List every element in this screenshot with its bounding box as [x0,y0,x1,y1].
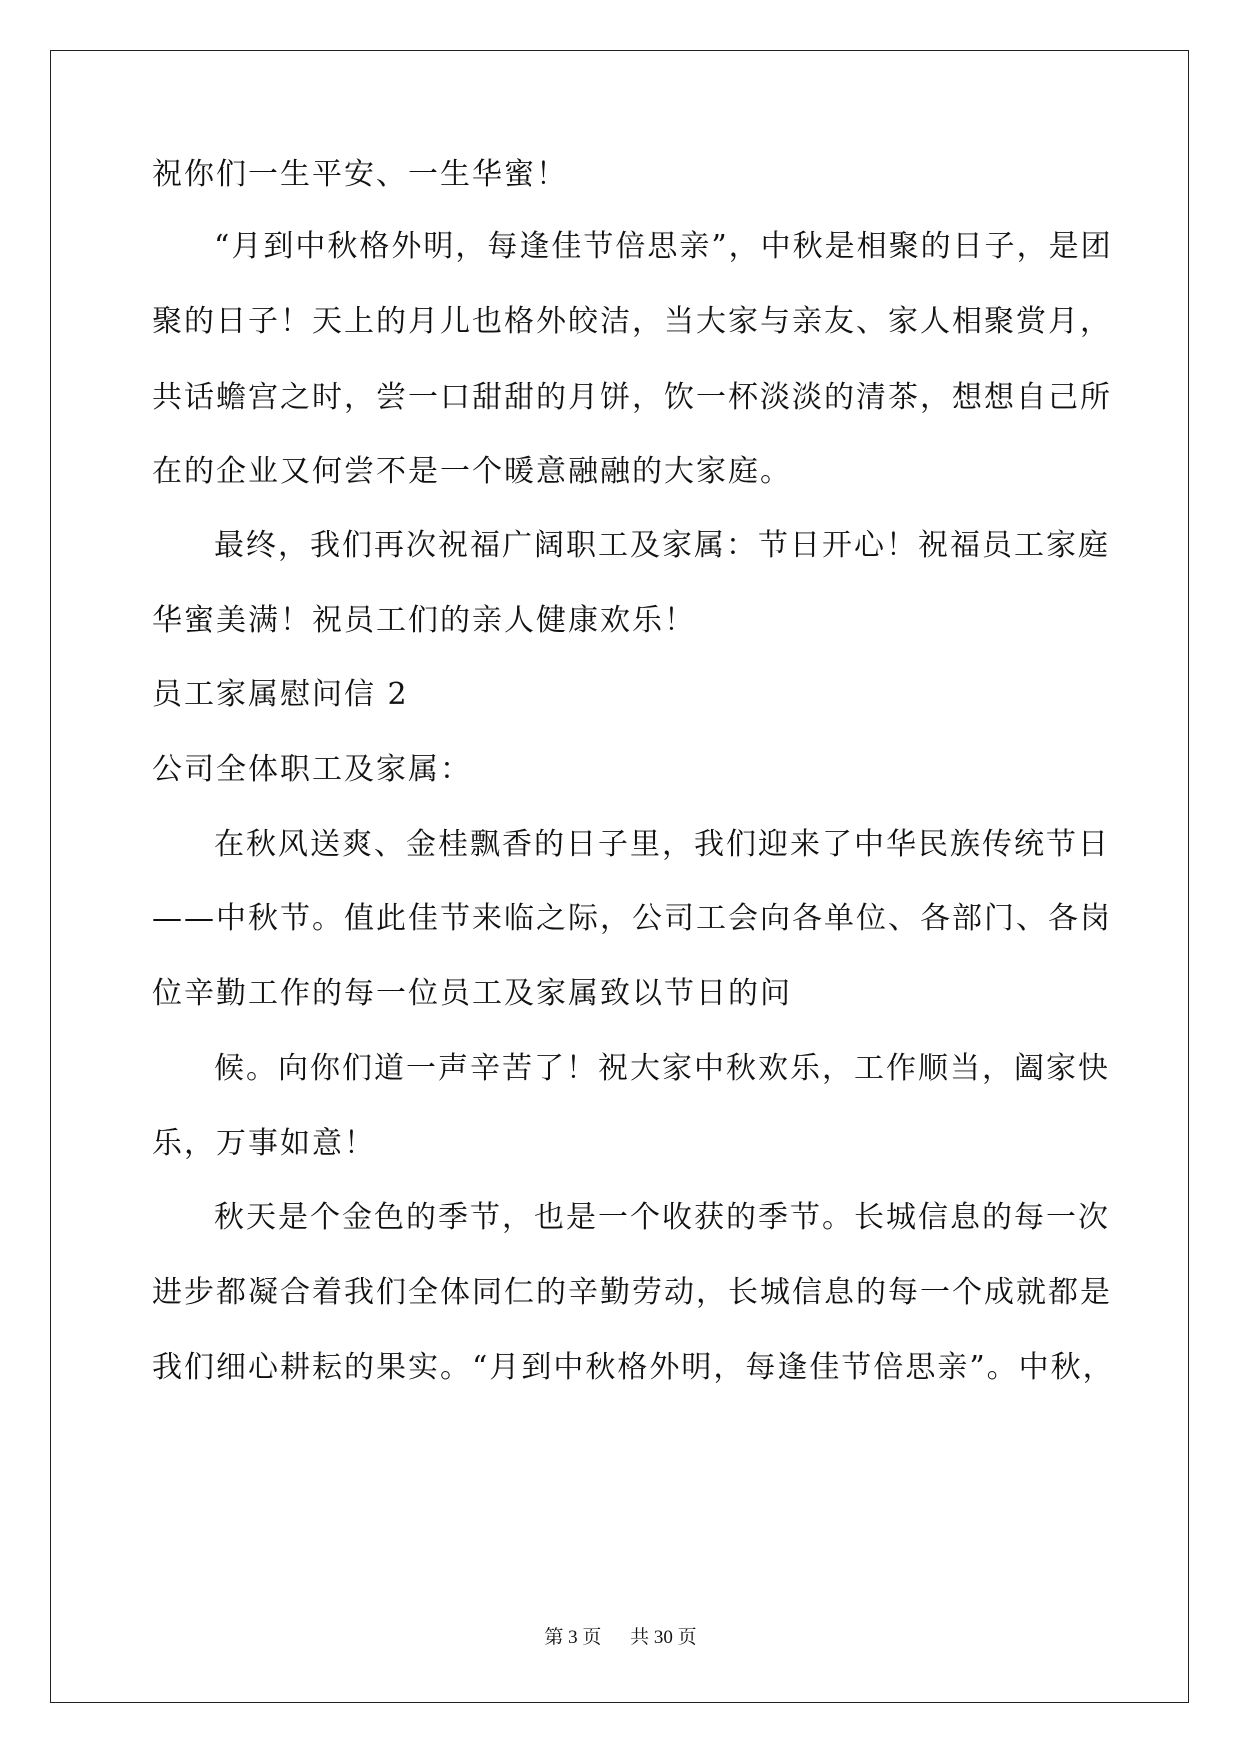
text-line: 候。向你们道一声辛苦了！祝大家中秋欢乐，工作顺当，阖家快 [214,1051,1110,1086]
text-line: ——中秋节。值此佳节来临之际，公司工会向各单位、各部门、各岗 [152,901,1112,936]
text-line: 华蜜美满！祝员工们的亲人健康欢乐！ [152,603,696,638]
text-line: 乐，万事如意！ [152,1126,376,1161]
text-line: 祝你们一生平安、一生华蜜！ [152,157,568,192]
text-line: 在秋风送爽、金桂飘香的日子里，我们迎来了中华民族传统节日 [214,827,1110,862]
text-line: 在的企业又何尝不是一个暖意融融的大家庭。 [152,454,792,489]
text-line: 位辛勤工作的每一位员工及家属致以节日的问 [152,976,792,1011]
page-footer [0,1622,1241,1649]
text-line: 共话蟾宫之时，尝一口甜甜的月饼，饮一杯淡淡的清茶，想想自己所 [152,380,1112,415]
page-border [50,50,1189,1703]
text-line: 最终，我们再次祝福广阔职工及家属：节日开心！祝福员工家庭 [214,528,1110,563]
page-number: 第 3 页 [544,1627,602,1648]
salutation: 公司全体职工及家属： [152,752,472,787]
text-line: “月到中秋格外明，每逢佳节倍思亲”，中秋是相聚的日子，是团 [214,229,1113,264]
text-line: 秋天是个金色的季节，也是一个收获的季节。长城信息的每一次 [214,1200,1110,1235]
text-line: 聚的日子！天上的月儿也格外皎洁，当大家与亲友、家人相聚赏月， [152,304,1112,339]
text-line: 进步都凝合着我们全体同仁的辛勤劳动，长城信息的每一个成就都是 [152,1275,1112,1310]
section-heading: 员工家属慰问信 2 [152,677,409,712]
page-total: 共 30 页 [630,1627,697,1648]
text-line: 我们细心耕耘的果实。“月到中秋格外明，每逢佳节倍思亲”。中秋， [152,1350,1115,1385]
